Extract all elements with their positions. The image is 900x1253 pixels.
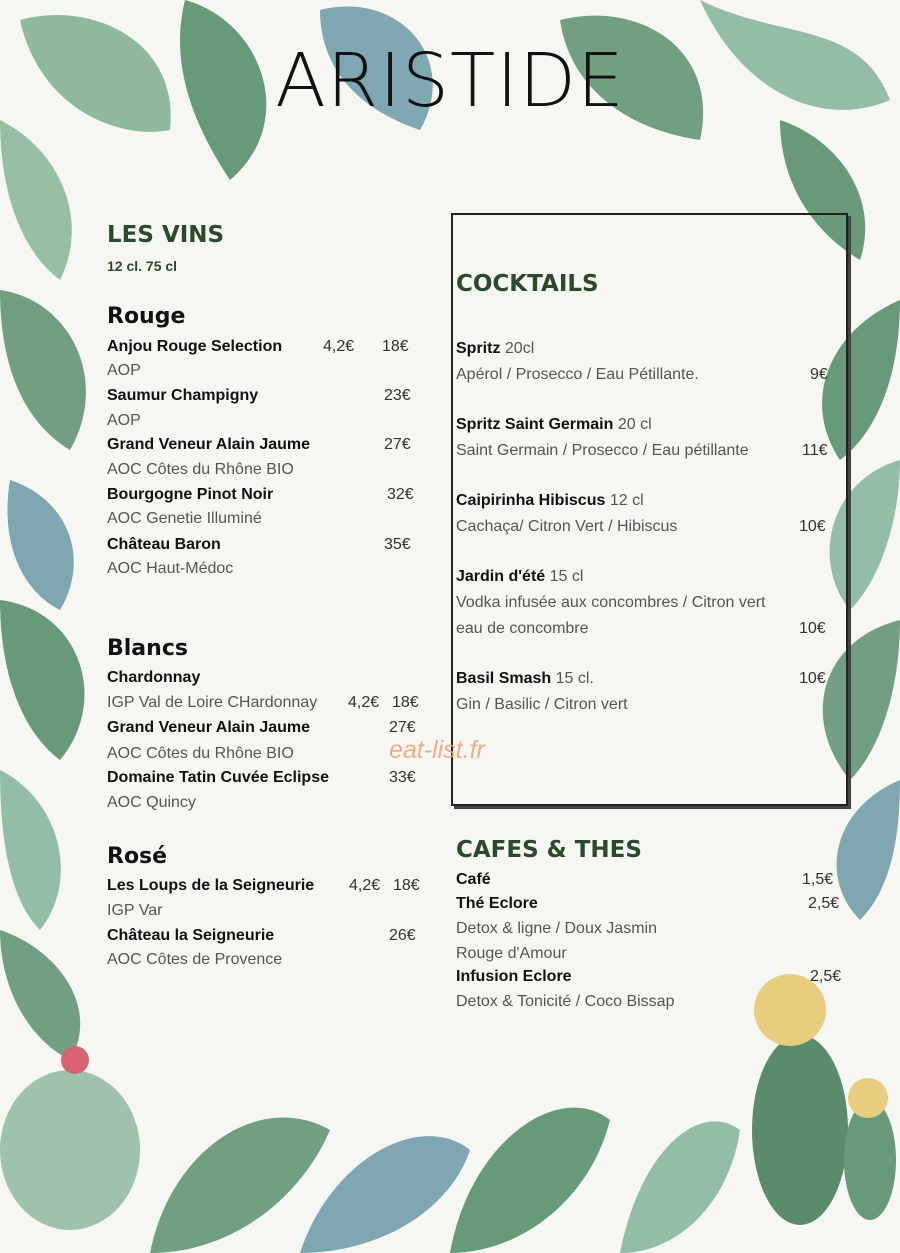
blancs-title: Blancs [107,636,188,661]
watermark-text: eat-list.fr [389,736,485,764]
cocktail-ingredients-2: eau de concombre [456,620,589,637]
cocktail-ingredients: Apérol / Prosecco / Eau Pétillante. [456,366,699,383]
wine-appellation: AOC Côtes de Provence [107,951,283,968]
cocktail-name: Spritz [456,340,501,357]
drink-description: Detox & ligne / Doux Jasmin [456,920,657,937]
cocktail-name: Basil Smash [456,670,552,687]
wine-name: Grand Veneur Alain Jaume [107,719,311,736]
cocktail-size: 12 cl [605,492,644,509]
wine-appellation: AOC Côtes du Rhône BIO [107,461,294,478]
wine-name: Chardonnay [107,669,201,686]
cocktail-item [456,568,583,586]
cocktail-item [456,670,594,688]
wine-appellation: IGP Val de Loire CHardonnay [107,694,318,711]
wine-name: Les Loups de la Seigneurie [107,877,315,894]
cocktail-price: 10€ [799,518,826,535]
cocktail-name: Caipirinha Hibiscus [456,492,606,509]
wine-price-glass: 4,2€ [323,338,355,355]
wine-price-bottle: 27€ [389,719,416,736]
wine-appellation: AOC Haut-Médoc [107,560,234,577]
wine-price-bottle: 18€ [382,338,409,355]
cocktail-size: 15 cl. [551,670,594,687]
wines-section-title: LES VINS [107,222,225,248]
wine-appellation: AOC Quincy [107,794,196,811]
cocktail-price: 11€ [802,442,828,459]
wine-name: Grand Veneur Alain Jaume [107,436,311,453]
wine-name: Saumur Champigny [107,387,259,404]
drink-price: 2,5€ [808,895,840,912]
cocktail-ingredients: Vodka infusée aux concombres / Citron vert [456,594,766,611]
wine-price-bottle: 26€ [389,927,416,944]
drink-name: Café [456,871,491,888]
wine-price-glass: 4,2€ [349,877,381,894]
cocktail-ingredients: Gin / Basilic / Citron vert [456,696,628,713]
wine-price-bottle: 18€ [393,877,420,894]
wine-price-bottle: 27€ [384,436,411,453]
restaurant-title: ARISTIDE [275,38,625,124]
wine-appellation: IGP Var [107,902,163,919]
wine-price-bottle: 33€ [389,769,416,786]
drink-price: 2,5€ [810,968,842,985]
wine-name: Bourgogne Pinot Noir [107,486,274,503]
cocktail-name: Jardin d'été [456,568,546,585]
cocktails-section-title: COCKTAILS [456,271,599,297]
wine-price-glass: 4,2€ [348,694,380,711]
wine-name: Anjou Rouge Selection [107,338,283,355]
drink-description: Detox & Tonicité / Coco Bissap [456,993,675,1010]
wine-name: Domaine Tatin Cuvée Eclipse [107,769,329,786]
wines-sizes: 12 cl. 75 cl [107,258,178,274]
rose-title: Rosé [107,844,168,869]
wine-appellation: AOC Genetie Illuminé [107,510,262,527]
wine-name: Château Baron [107,536,221,553]
wine-appellation: AOC Côtes du Rhône BIO [107,745,294,762]
cocktail-ingredients: Cachaça/ Citron Vert / Hibiscus [456,518,678,535]
cocktail-item [456,416,652,434]
cocktail-price: 10€ [799,670,826,687]
cocktail-size: 20cl [500,340,535,357]
wine-price-bottle: 32€ [387,486,414,503]
wine-name: Château la Seigneurie [107,927,275,944]
cocktail-size: 15 cl [545,568,584,585]
rouge-title: Rouge [107,304,186,329]
drink-name: Thé Eclore [456,895,538,912]
wine-price-bottle: 23€ [384,387,411,404]
cocktail-item [456,492,644,510]
drink-name: Infusion Eclore [456,968,572,985]
wine-price-bottle: 18€ [392,694,419,711]
wine-appellation: AOP [107,412,141,429]
cocktail-price: 10€ [799,620,826,637]
drink-description-2: Rouge d'Amour [456,945,567,962]
cafes-section-title: CAFES & THES [456,837,642,863]
drink-price: 1,5€ [802,871,834,888]
cocktail-price: 9€ [810,366,828,383]
wine-price-bottle: 35€ [384,536,411,553]
wine-appellation: AOP [107,362,141,379]
cocktail-item [456,340,534,358]
cocktail-ingredients: Saint Germain / Prosecco / Eau pétillante [456,442,749,459]
cocktail-size: 20 cl [613,416,652,433]
cocktail-name: Spritz Saint Germain [456,416,614,433]
